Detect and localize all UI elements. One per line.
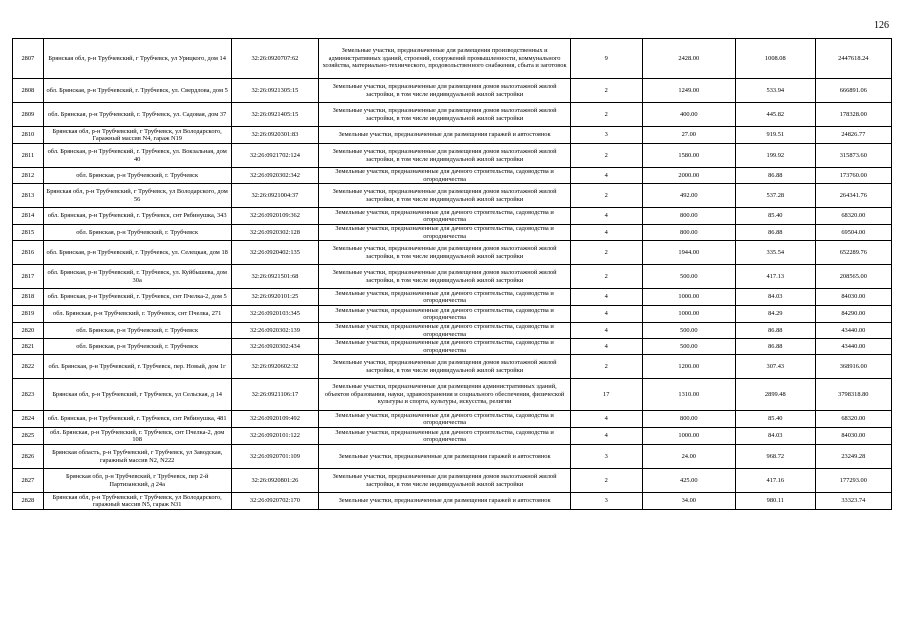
- land-use-cell: Земельные участки, предназначенные для дачного строительства, садоводства и огородничества: [319, 168, 571, 184]
- land-use-cell: Земельные участки, предназначенные для размещения административных зданий, объектов образования, науки, здравоохранения и социального обеспечения, физической культуры и спорта, культуры, искусства, религии: [319, 379, 571, 411]
- cadastral-number-cell: 32:26:0921405:15: [231, 103, 319, 127]
- specific-value-cell: 968.72: [735, 445, 815, 469]
- table-row: [13, 493, 892, 510]
- address-cell: Брянская обл, р-н Трубчевский, г Трубчевск, ул Володарского, Гаражный массив N4, гараж N19: [43, 127, 231, 144]
- cadastral-number-cell: 32:26:0920103:345: [231, 306, 319, 323]
- cadastral-value-cell: 666891.06: [815, 79, 891, 103]
- cadastral-value-cell: 3798318.80: [815, 379, 891, 411]
- specific-value-cell: 2899.48: [735, 379, 815, 411]
- area-cell: 800.00: [642, 208, 735, 225]
- group-cell: 4: [570, 168, 642, 184]
- cadastral-number-cell: 32:26:0920109:492: [231, 411, 319, 428]
- group-cell: 4: [570, 306, 642, 323]
- area-cell: 400.00: [642, 103, 735, 127]
- cadastral-value-cell: 173760.00: [815, 168, 891, 184]
- specific-value-cell: 533.94: [735, 79, 815, 103]
- cadastral-number-cell: 32:26:0920801:26: [231, 469, 319, 493]
- cadastral-number-cell: 32:26:0920301:83: [231, 127, 319, 144]
- row-number: 2814: [13, 208, 44, 225]
- area-cell: 425.00: [642, 469, 735, 493]
- area-cell: 24.00: [642, 445, 735, 469]
- area-cell: 1249.00: [642, 79, 735, 103]
- cadastral-number-cell: 32:26:0920702:170: [231, 493, 319, 510]
- table-row: [13, 168, 892, 184]
- cadastral-number-cell: 32:26:0920402:135: [231, 241, 319, 265]
- group-cell: 2: [570, 355, 642, 379]
- table-row: [13, 79, 892, 103]
- cadastral-number-cell: 32:26:0920707:62: [231, 39, 319, 79]
- cadastral-value-cell: 208565.00: [815, 265, 891, 289]
- land-use-cell: Земельные участки, предназначенные для размещения домов малоэтажной жилой застройки, в том числе индивидуальной жилой застройки: [319, 79, 571, 103]
- row-number: 2808: [13, 79, 44, 103]
- land-use-cell: Земельные участки, предназначенные для дачного строительства, садоводства и огородничества: [319, 289, 571, 306]
- cadastral-value-cell: 177293.00: [815, 469, 891, 493]
- page-number: 126: [874, 20, 889, 31]
- group-cell: 4: [570, 225, 642, 241]
- table-row: [13, 323, 892, 339]
- address-cell: обл. Брянская, р-н Трубчевский, г. Трубчевск, снт Пчелка-2, дом 5: [43, 289, 231, 306]
- land-use-cell: Земельные участки, предназначенные для размещения домов малоэтажной жилой застройки, в том числе индивидуальной жилой застройки: [319, 103, 571, 127]
- cadastral-value-cell: 84030.00: [815, 289, 891, 306]
- table-row: [13, 241, 892, 265]
- address-cell: обл. Брянская, р-н Трубчевский, г. Трубчевск, снт Рябинушка, 481: [43, 411, 231, 428]
- specific-value-cell: 84.03: [735, 428, 815, 445]
- specific-value-cell: 417.16: [735, 469, 815, 493]
- row-number: 2825: [13, 428, 44, 445]
- land-use-cell: Земельные участки, предназначенные для дачного строительства, садоводства и огородничества: [319, 225, 571, 241]
- area-cell: 34.00: [642, 493, 735, 510]
- area-cell: 1000.00: [642, 289, 735, 306]
- area-cell: 1580.00: [642, 144, 735, 168]
- cadastral-value-cell: 315873.60: [815, 144, 891, 168]
- group-cell: 4: [570, 411, 642, 428]
- address-cell: обл. Брянская, р-н Трубчевский, г. Трубчевск, пер. Новый, дом 1г: [43, 355, 231, 379]
- area-cell: 2428.00: [642, 39, 735, 79]
- group-cell: 4: [570, 289, 642, 306]
- cadastral-value-cell: 368916.00: [815, 355, 891, 379]
- cadastral-value-cell: 68320.00: [815, 411, 891, 428]
- area-cell: 800.00: [642, 411, 735, 428]
- cadastral-value-cell: 69504.00: [815, 225, 891, 241]
- land-use-cell: Земельные участки, предназначенные для дачного строительства, садоводства и огородничества: [319, 411, 571, 428]
- address-cell: обл. Брянская, р-н Трубчевский, г. Трубчевск: [43, 323, 231, 339]
- area-cell: 1200.00: [642, 355, 735, 379]
- table-row: [13, 127, 892, 144]
- land-use-cell: Земельные участки, предназначенные для размещения домов малоэтажной жилой застройки, в том числе индивидуальной жилой застройки: [319, 355, 571, 379]
- cadastral-value-cell: 33323.74: [815, 493, 891, 510]
- land-use-cell: Земельные участки, предназначенные для размещения домов малоэтажной жилой застройки, в том числе индивидуальной жилой застройки: [319, 144, 571, 168]
- cadastral-number-cell: 32:26:0920302:342: [231, 168, 319, 184]
- address-cell: обл. Брянская, р-н Трубчевский, г. Трубчевск, ул. Свердлова, дом 5: [43, 79, 231, 103]
- row-number: 2809: [13, 103, 44, 127]
- address-cell: Брянская область, р-н Трубчевский, г Трубчевск, ул Заводская, гаражный массив N2, N222: [43, 445, 231, 469]
- area-cell: 1000.00: [642, 306, 735, 323]
- address-cell: обл. Брянская, р-н Трубчевский, г. Трубчевск, ул. Куйбышева, дом 30а: [43, 265, 231, 289]
- land-use-cell: Земельные участки, предназначенные для дачного строительства, садоводства и огородничества: [319, 323, 571, 339]
- area-cell: 492.00: [642, 184, 735, 208]
- cadastral-value-cell: 84030.00: [815, 428, 891, 445]
- cadastral-value-cell: 84290.00: [815, 306, 891, 323]
- address-cell: обл. Брянская, р-н Трубчевский, г. Трубчевск, ул. Садовая, дом 37: [43, 103, 231, 127]
- group-cell: 2: [570, 144, 642, 168]
- specific-value-cell: 335.54: [735, 241, 815, 265]
- cadastral-value-cell: 264341.76: [815, 184, 891, 208]
- row-number: 2812: [13, 168, 44, 184]
- cadastral-value-table: [12, 38, 892, 510]
- land-use-cell: Земельные участки, предназначенные для размещения домов малоэтажной жилой застройки, в том числе индивидуальной жилой застройки: [319, 241, 571, 265]
- group-cell: 4: [570, 339, 642, 355]
- specific-value-cell: 86.88: [735, 225, 815, 241]
- group-cell: 17: [570, 379, 642, 411]
- group-cell: 2: [570, 103, 642, 127]
- specific-value-cell: 919.51: [735, 127, 815, 144]
- table-row: [13, 225, 892, 241]
- area-cell: 1310.00: [642, 379, 735, 411]
- specific-value-cell: 84.29: [735, 306, 815, 323]
- specific-value-cell: 537.28: [735, 184, 815, 208]
- table-row: [13, 355, 892, 379]
- table-row: [13, 306, 892, 323]
- group-cell: 2: [570, 79, 642, 103]
- group-cell: 2: [570, 469, 642, 493]
- cadastral-number-cell: 32:26:0920302:434: [231, 339, 319, 355]
- specific-value-cell: 86.88: [735, 323, 815, 339]
- address-cell: Брянская обл, р-н Трубчевский, г Трубчевск, ул Урицкого, дом 14: [43, 39, 231, 79]
- specific-value-cell: 85.40: [735, 208, 815, 225]
- land-use-cell: Земельные участки, предназначенные для размещения производственных и административных зданий, строений, сооружений промышленности, коммунального хозяйства, материально-технического, продовольственного снабжения, сбыта и заготовок: [319, 39, 571, 79]
- row-number: 2817: [13, 265, 44, 289]
- area-cell: 2000.00: [642, 168, 735, 184]
- address-cell: обл. Брянская, р-н Трубчевский, г. Трубчевск, снт Пчелка-2, дом 108: [43, 428, 231, 445]
- land-use-cell: Земельные участки, предназначенные для дачного строительства, садоводства и огородничества: [319, 339, 571, 355]
- cadastral-value-cell: 652289.76: [815, 241, 891, 265]
- area-cell: 500.00: [642, 265, 735, 289]
- address-cell: обл. Брянская, р-н Трубчевский, г. Трубчевск: [43, 168, 231, 184]
- row-number: 2811: [13, 144, 44, 168]
- row-number: 2820: [13, 323, 44, 339]
- address-cell: обл. Брянская, р-н Трубчевский, г. Трубчевск, ул. Вокзальная, дом 40: [43, 144, 231, 168]
- group-cell: 2: [570, 241, 642, 265]
- table-row: [13, 265, 892, 289]
- address-cell: обл. Брянская, р-н Трубчевский, г. Трубчевск: [43, 225, 231, 241]
- row-number: 2826: [13, 445, 44, 469]
- area-cell: 1000.00: [642, 428, 735, 445]
- table-row: [13, 184, 892, 208]
- address-cell: обл. Брянская, р-н Трубчевский, г. Трубчевск: [43, 339, 231, 355]
- specific-value-cell: 417.13: [735, 265, 815, 289]
- land-use-cell: Земельные участки, предназначенные для размещения домов малоэтажной жилой застройки, в том числе индивидуальной жилой застройки: [319, 184, 571, 208]
- row-number: 2815: [13, 225, 44, 241]
- table-row: [13, 144, 892, 168]
- table-row: [13, 379, 892, 411]
- specific-value-cell: 307.43: [735, 355, 815, 379]
- land-use-cell: Земельные участки, предназначенные для дачного строительства, садоводства и огородничества: [319, 428, 571, 445]
- table-row: [13, 411, 892, 428]
- group-cell: 4: [570, 323, 642, 339]
- table-row: [13, 208, 892, 225]
- group-cell: 4: [570, 428, 642, 445]
- table-row: [13, 339, 892, 355]
- cadastral-number-cell: 32:26:0921501:68: [231, 265, 319, 289]
- address-cell: обл. Брянская, р-н Трубчевский, г. Трубчевск, ул. Селецкая, дом 18: [43, 241, 231, 265]
- table-row: [13, 469, 892, 493]
- land-use-cell: Земельные участки, предназначенные для дачного строительства, садоводства и огородничества: [319, 208, 571, 225]
- land-use-cell: Земельные участки, предназначенные для размещения домов малоэтажной жилой застройки, в том числе индивидуальной жилой застройки: [319, 469, 571, 493]
- specific-value-cell: 199.92: [735, 144, 815, 168]
- row-number: 2822: [13, 355, 44, 379]
- area-cell: 500.00: [642, 323, 735, 339]
- address-cell: Брянская обл, р-н Трубчевский, г Трубчевск, ул Володарского, дом 56: [43, 184, 231, 208]
- cadastral-number-cell: 32:26:0920701:109: [231, 445, 319, 469]
- specific-value-cell: 980.11: [735, 493, 815, 510]
- cadastral-value-cell: 24826.77: [815, 127, 891, 144]
- table-row: [13, 445, 892, 469]
- cadastral-number-cell: 32:26:0921305:15: [231, 79, 319, 103]
- specific-value-cell: 86.88: [735, 168, 815, 184]
- row-number: 2813: [13, 184, 44, 208]
- table-row: [13, 39, 892, 79]
- area-cell: 800.00: [642, 225, 735, 241]
- row-number: 2827: [13, 469, 44, 493]
- row-number: 2818: [13, 289, 44, 306]
- area-cell: 27.00: [642, 127, 735, 144]
- cadastral-number-cell: 32:26:0921004:37: [231, 184, 319, 208]
- group-cell: 2: [570, 184, 642, 208]
- table-row: [13, 103, 892, 127]
- row-number: 2810: [13, 127, 44, 144]
- group-cell: 3: [570, 127, 642, 144]
- land-use-cell: Земельные участки, предназначенные для размещения домов малоэтажной жилой застройки, в том числе индивидуальной жилой застройки: [319, 265, 571, 289]
- cadastral-value-cell: 2447618.24: [815, 39, 891, 79]
- group-cell: 3: [570, 445, 642, 469]
- land-use-cell: Земельные участки, предназначенные для размещения гаражей и автостоянок: [319, 493, 571, 510]
- land-use-cell: Земельные участки, предназначенные для размещения гаражей и автостоянок: [319, 127, 571, 144]
- specific-value-cell: 85.40: [735, 411, 815, 428]
- cadastral-number-cell: 32:26:0920101:122: [231, 428, 319, 445]
- specific-value-cell: 86.88: [735, 339, 815, 355]
- group-cell: 9: [570, 39, 642, 79]
- cadastral-value-cell: 23249.28: [815, 445, 891, 469]
- cadastral-value-cell: 43440.00: [815, 339, 891, 355]
- area-cell: 500.00: [642, 339, 735, 355]
- row-number: 2824: [13, 411, 44, 428]
- group-cell: 4: [570, 208, 642, 225]
- cadastral-value-cell: 178328.00: [815, 103, 891, 127]
- address-cell: Брянская обл, р-н Трубчевский, г Трубчевск, пер 2-й Партизанский, д 24а: [43, 469, 231, 493]
- address-cell: обл. Брянская, р-н Трубчевский, г. Трубчевск, снт Пчелка, 271: [43, 306, 231, 323]
- row-number: 2807: [13, 39, 44, 79]
- cadastral-number-cell: 32:26:0920302:139: [231, 323, 319, 339]
- specific-value-cell: 445.82: [735, 103, 815, 127]
- address-cell: обл. Брянская, р-н Трубчевский, г. Трубчевск, снт Рябинушка, 343: [43, 208, 231, 225]
- group-cell: 3: [570, 493, 642, 510]
- row-number: 2823: [13, 379, 44, 411]
- area-cell: 1944.00: [642, 241, 735, 265]
- land-use-cell: Земельные участки, предназначенные для размещения гаражей и автостоянок: [319, 445, 571, 469]
- row-number: 2816: [13, 241, 44, 265]
- land-use-cell: Земельные участки, предназначенные для дачного строительства, садоводства и огородничества: [319, 306, 571, 323]
- table-body: [13, 39, 892, 510]
- cadastral-number-cell: 32:26:0920602:32: [231, 355, 319, 379]
- row-number: 2828: [13, 493, 44, 510]
- address-cell: Брянская обл, р-н Трубчевский, г Трубчевск, ул Володарского, гаражный массив N5, гараж N31: [43, 493, 231, 510]
- table-row: [13, 428, 892, 445]
- specific-value-cell: 1008.08: [735, 39, 815, 79]
- specific-value-cell: 84.03: [735, 289, 815, 306]
- cadastral-number-cell: 32:26:0921702:124: [231, 144, 319, 168]
- cadastral-value-cell: 43440.00: [815, 323, 891, 339]
- cadastral-number-cell: 32:26:0920109:362: [231, 208, 319, 225]
- address-cell: Брянская обл, р-н Трубчевский, г Трубчевск, ул Сельская, д 14: [43, 379, 231, 411]
- cadastral-number-cell: 32:26:0921106:17: [231, 379, 319, 411]
- row-number: 2819: [13, 306, 44, 323]
- cadastral-number-cell: 32:26:0920302:128: [231, 225, 319, 241]
- row-number: 2821: [13, 339, 44, 355]
- cadastral-number-cell: 32:26:0920101:25: [231, 289, 319, 306]
- group-cell: 2: [570, 265, 642, 289]
- table-row: [13, 289, 892, 306]
- cadastral-value-cell: 68320.00: [815, 208, 891, 225]
